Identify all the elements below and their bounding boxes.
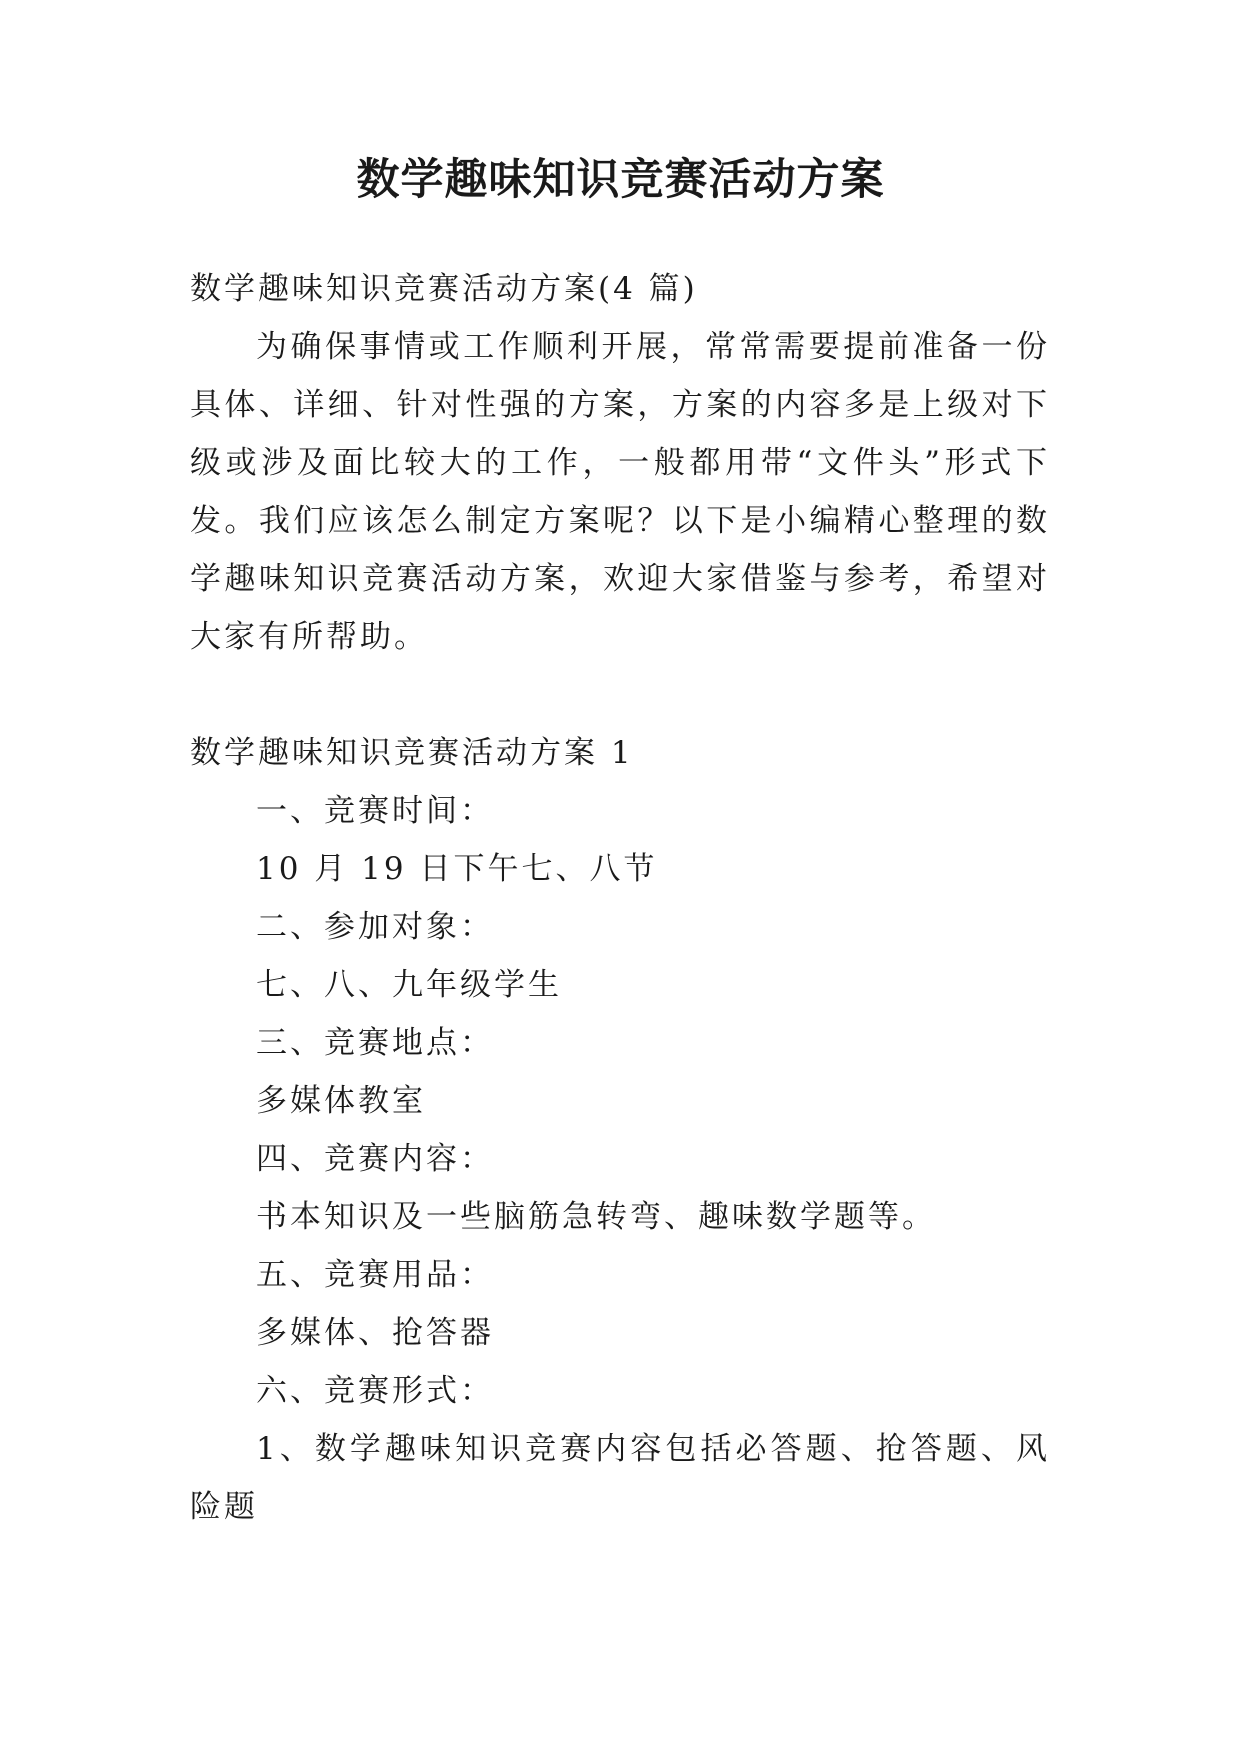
item-location-label: 三、竞赛地点： [256, 1025, 494, 1061]
item-content-label: 四、竞赛内容： [256, 1141, 494, 1177]
paragraph-gap [190, 666, 1050, 724]
item-content-value: 书本知识及一些脑筋急转弯、趣味数学题等。 [256, 1199, 936, 1235]
item-participants-value: 七、八、九年级学生 [256, 967, 562, 1003]
item-participants-label: 二、参加对象： [256, 909, 494, 945]
item-location-value: 多媒体教室 [256, 1083, 426, 1119]
item-competition-time-label: 一、竞赛时间： [256, 793, 494, 829]
section-heading: 数学趣味知识竞赛活动方案 1 [190, 735, 634, 771]
item-format-label: 六、竞赛形式： [256, 1373, 494, 1409]
item-competition-time-value: 10 月 19 日下午七、八节 [256, 851, 658, 887]
item-supplies-label: 五、竞赛用品： [256, 1257, 494, 1293]
rule-paragraph-1: 1、数学趣味知识竞赛内容包括必答题、抢答题、风险题 [190, 1431, 1050, 1525]
document-title: 数学趣味知识竞赛活动方案 [356, 155, 885, 205]
document-body [190, 260, 1050, 1536]
document-subtitle: 数学趣味知识竞赛活动方案(4 篇) [190, 271, 698, 307]
item-supplies-value: 多媒体、抢答器 [256, 1315, 494, 1351]
intro-paragraph: 为确保事情或工作顺利开展，常常需要提前准备一份具体、详细、针对性强的方案，方案的内容多是上级对下级或涉及面比较大的工作，一般都用带“文件头”形式下发。我们应该怎么制定方案呢？以下是小编精心整理的数学趣味知识竞赛活动方案，欢迎大家借鉴与参考，希望对大家有所帮助。 [190, 329, 1050, 655]
